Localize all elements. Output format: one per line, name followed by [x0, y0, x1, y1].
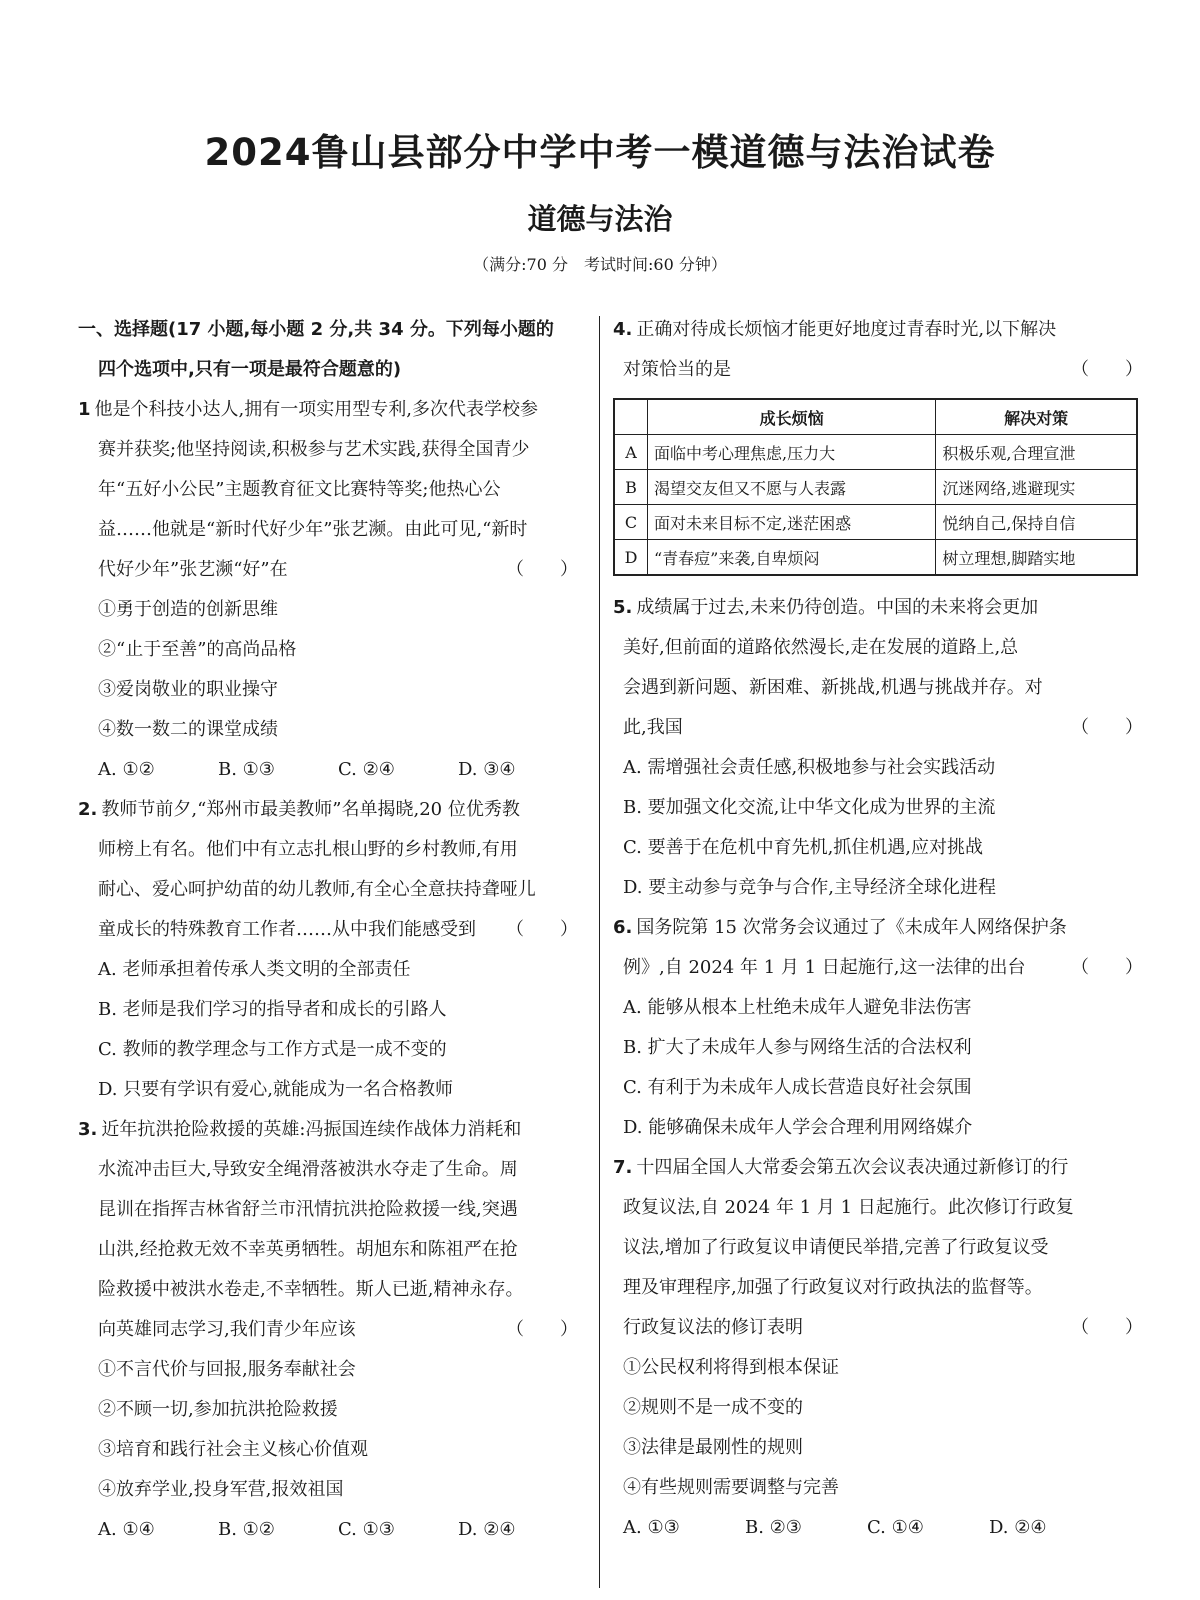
option-c[interactable]: C. ①③ — [338, 1519, 395, 1540]
row-key: D — [614, 540, 648, 576]
row-key: A — [614, 435, 648, 470]
solution-cell: 悦纳自己,保持自信 — [936, 505, 1137, 540]
question-text: 此,我国 — [623, 717, 683, 738]
answer-blank[interactable]: （ ） — [506, 1319, 578, 1340]
option-a[interactable]: A. ①② — [98, 759, 155, 780]
question-5 — [613, 588, 1143, 908]
statement-item: ④数一数二的课堂成绩 — [98, 719, 278, 740]
question-number: 1 — [78, 399, 91, 420]
left-column — [78, 310, 578, 1550]
row-key: C — [614, 505, 648, 540]
statement-item: ①勇于创造的创新思维 — [98, 599, 278, 620]
question-text: 赛并获奖;他坚持阅读,积极参与艺术实践,获得全国青少 — [98, 439, 530, 460]
table-row — [614, 505, 1137, 540]
table-header-row — [614, 399, 1137, 435]
option-b[interactable]: B. ①② — [218, 1519, 275, 1540]
question-number: 7. — [613, 1157, 633, 1178]
answer-blank[interactable]: （ ） — [1071, 957, 1143, 978]
question-text: 师榜上有名。他们中有立志扎根山野的乡村教师,有用 — [98, 839, 518, 860]
table-row — [614, 540, 1137, 576]
statement-item: ②规则不是一成不变的 — [623, 1397, 803, 1418]
option-b[interactable]: B. ①③ — [218, 759, 275, 780]
right-column — [613, 310, 1143, 1548]
question-1 — [78, 390, 578, 790]
question-text: 例》,自 2024 年 1 月 1 日起施行,这一法律的出台 — [623, 957, 1026, 978]
option-d[interactable]: D. 能够确保未成年人学会合理利用网络媒介 — [623, 1117, 973, 1138]
question-text: 代好少年”张艺濒“好”在 — [98, 559, 288, 580]
table-row — [614, 435, 1137, 470]
option-d[interactable]: D. 要主动参与竞争与合作,主导经济全球化进程 — [623, 877, 996, 898]
solution-cell: 积极乐观,合理宣泄 — [936, 435, 1137, 470]
question-text: 教师节前夕,“郑州市最美教师”名单揭晓,20 位优秀教 — [101, 799, 520, 820]
option-d[interactable]: D. ②④ — [989, 1517, 1047, 1538]
question-number: 3. — [78, 1119, 98, 1140]
question-text: 会遇到新问题、新困难、新挑战,机遇与挑战并存。对 — [623, 677, 1043, 698]
question-4 — [613, 310, 1143, 576]
question-text: 险救援中被洪水卷走,不幸牺牲。斯人已逝,精神永存。 — [98, 1279, 524, 1300]
question-text: 益……他就是“新时代好少年”张艺濒。由此可见,“新时 — [98, 519, 528, 540]
answer-blank[interactable]: （ ） — [1071, 359, 1143, 380]
option-a[interactable]: A. ①④ — [98, 1519, 155, 1540]
column-header: 成长烦恼 — [648, 399, 936, 435]
answer-blank[interactable]: （ ） — [506, 559, 578, 580]
option-d[interactable]: D. 只要有学识有爱心,就能成为一名合格教师 — [98, 1079, 453, 1100]
question-text: 成绩属于过去,未来仍待创造。中国的未来将会更加 — [636, 597, 1039, 618]
question-text: 理及审理程序,加强了行政复议对行政执法的监督等。 — [623, 1277, 1043, 1298]
answer-blank[interactable]: （ ） — [1071, 717, 1143, 738]
table-row — [614, 470, 1137, 505]
option-b[interactable]: B. 老师是我们学习的指导者和成长的引路人 — [98, 999, 447, 1020]
worry-cell: 面对未来目标不定,迷茫困惑 — [648, 505, 936, 540]
option-d[interactable]: D. ③④ — [458, 759, 516, 780]
option-c[interactable]: C. 要善于在危机中育先机,抓住机遇,应对挑战 — [623, 837, 984, 858]
question-text: 正确对待成长烦恼才能更好地度过青春时光,以下解决 — [636, 319, 1057, 340]
question-3 — [78, 1110, 578, 1550]
answer-blank[interactable]: （ ） — [506, 919, 578, 940]
question-text: 国务院第 15 次常务会议通过了《未成年人网络保护条 — [636, 917, 1067, 938]
question-text: 议法,增加了行政复议申请便民举措,完善了行政复议受 — [623, 1237, 1049, 1258]
question-text: 向英雄同志学习,我们青少年应该 — [98, 1319, 356, 1340]
question-text: 昆训在指挥吉林省舒兰市汛情抗洪抢险救援一线,突遇 — [98, 1199, 518, 1220]
statement-item: ③法律是最刚性的规则 — [623, 1437, 803, 1458]
option-a[interactable]: A. 老师承担着传承人类文明的全部责任 — [98, 959, 411, 980]
column-divider — [599, 316, 600, 1588]
option-c[interactable]: C. ②④ — [338, 759, 395, 780]
question-text: 山洪,经抢救无效不幸英勇牺牲。胡旭东和陈祖严在抢 — [98, 1239, 518, 1260]
statement-item: ①公民权利将得到根本保证 — [623, 1357, 839, 1378]
question-text: 十四届全国人大常委会第五次会议表决通过新修订的行 — [636, 1157, 1069, 1178]
question-text: 耐心、爱心呵护幼苗的幼儿教师,有全心全意扶持聋哑儿 — [98, 879, 536, 900]
statement-item: ①不言代价与回报,服务奉献社会 — [98, 1359, 356, 1380]
question-text: 童成长的特殊教育工作者……从中我们能感受到 — [98, 919, 476, 940]
worry-cell: “青春痘”来袭,自卑烦闷 — [648, 540, 936, 576]
question-text: 政复议法,自 2024 年 1 月 1 日起施行。此次修订行政复 — [623, 1197, 1074, 1218]
column-header: 解决对策 — [936, 399, 1137, 435]
question-7 — [613, 1148, 1143, 1548]
question-text: 年“五好小公民”主题教育征文比赛特等奖;他热心公 — [98, 479, 501, 500]
option-a[interactable]: A. 能够从根本上杜绝未成年人避免非法伤害 — [623, 997, 972, 1018]
statement-item: ④有些规则需要调整与完善 — [623, 1477, 839, 1498]
statement-item: ③爱岗敬业的职业操守 — [98, 679, 278, 700]
exam-title: 2024鲁山县部分中学中考一模道德与法治试卷 — [204, 131, 996, 174]
question-number: 5. — [613, 597, 633, 618]
question-6 — [613, 908, 1143, 1148]
question-number: 2. — [78, 799, 98, 820]
question-number: 4. — [613, 319, 633, 340]
question-2 — [78, 790, 578, 1110]
question-text: 美好,但前面的道路依然漫长,走在发展的道路上,总 — [623, 637, 1019, 658]
option-a[interactable]: A. ①③ — [623, 1517, 680, 1538]
solution-cell: 沉迷网络,逃避现实 — [936, 470, 1137, 505]
question-text: 近年抗洪抢险救援的英雄:冯振国连续作战体力消耗和 — [101, 1119, 522, 1140]
option-a[interactable]: A. 需增强社会责任感,积极地参与社会实践活动 — [623, 757, 996, 778]
growth-worries-table — [613, 398, 1138, 576]
question-number: 6. — [613, 917, 633, 938]
option-c[interactable]: C. ①④ — [867, 1517, 924, 1538]
row-key: B — [614, 470, 648, 505]
answer-blank[interactable]: （ ） — [1071, 1317, 1143, 1338]
option-c[interactable]: C. 有利于为未成年人成长营造良好社会氛围 — [623, 1077, 972, 1098]
question-text: 他是个科技小达人,拥有一项实用型专利,多次代表学校参 — [94, 399, 538, 420]
worry-cell: 面临中考心理焦虑,压力大 — [648, 435, 936, 470]
question-text: 行政复议法的修订表明 — [623, 1317, 803, 1338]
option-b[interactable]: B. ②③ — [745, 1517, 802, 1538]
question-text: 对策恰当的是 — [623, 359, 731, 380]
statement-item: ④放弃学业,投身军营,报效祖国 — [98, 1479, 344, 1500]
section-heading-cont: 四个选项中,只有一项是最符合题意的) — [98, 359, 402, 380]
option-d[interactable]: D. ②④ — [458, 1519, 516, 1540]
subject-heading: 道德与法治 — [527, 202, 673, 236]
section-heading: 一、选择题(17 小题,每小题 2 分,共 34 分。下列每小题的 — [78, 319, 554, 340]
table-corner — [614, 399, 648, 435]
option-c[interactable]: C. 教师的教学理念与工作方式是一成不变的 — [98, 1039, 447, 1060]
solution-cell: 树立理想,脚踏实地 — [936, 540, 1137, 576]
statement-item: ③培育和践行社会主义核心价值观 — [98, 1439, 368, 1460]
statement-item: ②不顾一切,参加抗洪抢险救援 — [98, 1399, 338, 1420]
statement-item: ②“止于至善”的高尚品格 — [98, 639, 297, 660]
question-text: 水流冲击巨大,导致安全绳滑落被洪水夺走了生命。周 — [98, 1159, 518, 1180]
option-b[interactable]: B. 扩大了未成年人参与网络生活的合法权利 — [623, 1037, 972, 1058]
exam-meta: （满分:70 分 考试时间:60 分钟） — [473, 255, 727, 274]
worry-cell: 渴望交友但又不愿与人表露 — [648, 470, 936, 505]
option-b[interactable]: B. 要加强文化交流,让中华文化成为世界的主流 — [623, 797, 996, 818]
